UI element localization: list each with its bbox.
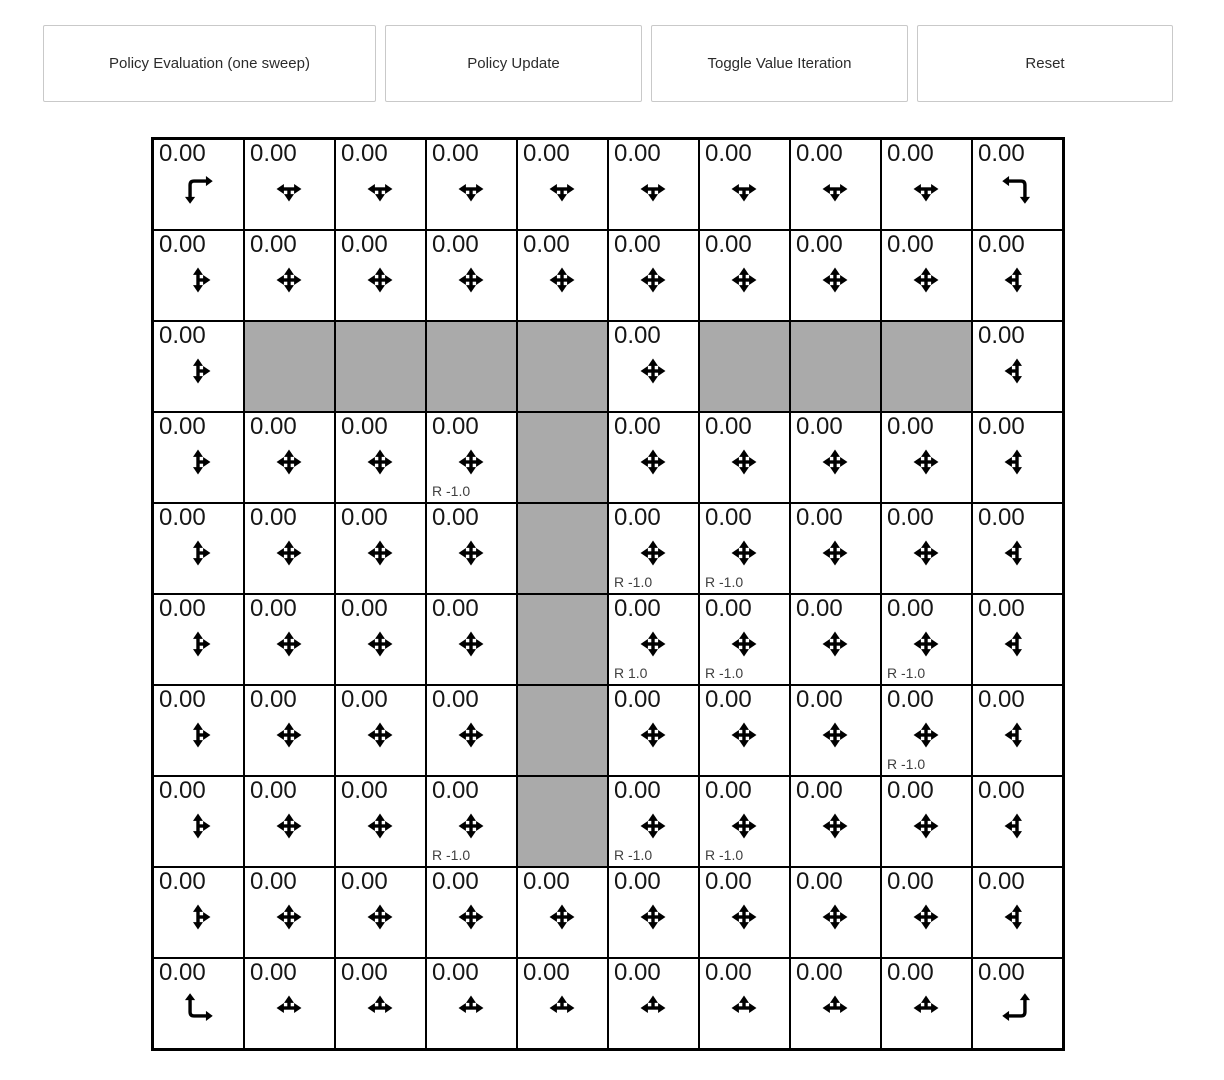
cell-value: 0.00	[705, 959, 752, 986]
cell-value: 0.00	[614, 777, 661, 804]
grid-cell-7-8	[881, 776, 972, 867]
grid-cell-9-1	[244, 958, 335, 1049]
policy-arrow-icon-udr	[181, 536, 215, 570]
reward-label: R -1.0	[614, 847, 653, 863]
policy-arrow-icon-udlr	[818, 718, 852, 752]
policy-arrow-icon-udlr	[636, 445, 670, 479]
grid-cell-7-0	[153, 776, 244, 867]
grid-cell-4-9	[972, 503, 1063, 594]
cell-value: 0.00	[705, 777, 752, 804]
policy-arrow-icon-udlr	[636, 900, 670, 934]
cell-value: 0.00	[978, 959, 1025, 986]
policy-arrow-icon-udlr	[818, 809, 852, 843]
grid-cell-6-1	[244, 685, 335, 776]
grid-cell-5-7	[790, 594, 881, 685]
policy-arrow-icon-udlr	[363, 263, 397, 297]
grid-cell-7-3	[426, 776, 517, 867]
cell-value: 0.00	[796, 777, 843, 804]
grid-cell-6-5	[608, 685, 699, 776]
reward-label: R -1.0	[432, 483, 471, 499]
cell-value: 0.00	[250, 231, 297, 258]
reward-label: R -1.0	[705, 665, 744, 681]
policy-arrow-icon-udlr	[272, 445, 306, 479]
reward-label: R -1.0	[887, 665, 926, 681]
grid-cell-9-0	[153, 958, 244, 1049]
grid-cell-3-0	[153, 412, 244, 503]
policy-arrow-icon-udr	[181, 263, 215, 297]
policy-arrow-icon-udl	[1000, 445, 1034, 479]
cell-value: 0.00	[432, 595, 479, 622]
policy-arrow-icon-ulr	[636, 991, 670, 1025]
grid-cell-7-2	[335, 776, 426, 867]
cell-value: 0.00	[614, 595, 661, 622]
grid-cell-1-4	[517, 230, 608, 321]
grid-cell-0-5	[608, 139, 699, 230]
cell-value: 0.00	[614, 686, 661, 713]
policy-arrow-icon-udlr	[727, 627, 761, 661]
cell-value: 0.00	[523, 140, 570, 167]
grid-cell-5-5	[608, 594, 699, 685]
wall-cell-6-4	[517, 685, 608, 776]
cell-value: 0.00	[978, 504, 1025, 531]
policy-arrow-icon-udlr	[363, 900, 397, 934]
cell-value: 0.00	[978, 777, 1025, 804]
policy-arrow-icon-udlr	[363, 536, 397, 570]
grid-cell-4-7	[790, 503, 881, 594]
grid-cell-4-1	[244, 503, 335, 594]
policy-arrow-icon-udr	[181, 900, 215, 934]
cell-value: 0.00	[796, 140, 843, 167]
cell-value: 0.00	[250, 686, 297, 713]
grid-cell-8-7	[790, 867, 881, 958]
cell-value: 0.00	[978, 231, 1025, 258]
cell-value: 0.00	[159, 777, 206, 804]
grid-cell-1-6	[699, 230, 790, 321]
cell-value: 0.00	[887, 868, 934, 895]
cell-value: 0.00	[887, 686, 934, 713]
policy-arrow-icon-udlr	[545, 900, 579, 934]
cell-value: 0.00	[159, 868, 206, 895]
grid-cell-8-6	[699, 867, 790, 958]
cell-value: 0.00	[159, 686, 206, 713]
cell-value: 0.00	[978, 686, 1025, 713]
policy-arrow-icon-udlr	[454, 809, 488, 843]
cell-value: 0.00	[887, 777, 934, 804]
grid-cell-1-2	[335, 230, 426, 321]
grid-cell-2-9	[972, 321, 1063, 412]
policy-arrow-icon-dl	[1000, 172, 1034, 206]
wall-cell-5-4	[517, 594, 608, 685]
grid-cell-1-1	[244, 230, 335, 321]
cell-value: 0.00	[887, 231, 934, 258]
cell-value: 0.00	[250, 504, 297, 531]
grid-cell-5-8	[881, 594, 972, 685]
grid-cell-3-5	[608, 412, 699, 503]
reward-label: R -1.0	[432, 847, 471, 863]
cell-value: 0.00	[341, 413, 388, 440]
cell-value: 0.00	[250, 959, 297, 986]
grid-cell-5-6	[699, 594, 790, 685]
policy-arrow-icon-dlr	[727, 172, 761, 206]
wall-cell-3-4	[517, 412, 608, 503]
cell-value: 0.00	[796, 231, 843, 258]
policy-arrow-icon-udl	[1000, 809, 1034, 843]
policy-arrow-icon-udlr	[454, 900, 488, 934]
cell-value: 0.00	[159, 140, 206, 167]
policy-evaluation-button[interactable]: Policy Evaluation (one sweep)	[43, 25, 376, 102]
policy-arrow-icon-udlr	[818, 536, 852, 570]
grid-cell-8-8	[881, 867, 972, 958]
reward-label: R -1.0	[887, 756, 926, 772]
cell-value: 0.00	[705, 686, 752, 713]
reward-label: R -1.0	[705, 574, 744, 590]
cell-value: 0.00	[159, 413, 206, 440]
reward-label: R -1.0	[705, 847, 744, 863]
policy-arrow-icon-ulr	[363, 991, 397, 1025]
grid-cell-8-1	[244, 867, 335, 958]
cell-value: 0.00	[432, 959, 479, 986]
grid-cell-5-2	[335, 594, 426, 685]
grid-cell-6-3	[426, 685, 517, 776]
cell-value: 0.00	[432, 231, 479, 258]
wall-cell-7-4	[517, 776, 608, 867]
cell-value: 0.00	[796, 959, 843, 986]
policy-arrow-icon-udr	[181, 809, 215, 843]
policy-arrow-icon-udlr	[636, 536, 670, 570]
grid-cell-1-9	[972, 230, 1063, 321]
cell-value: 0.00	[341, 686, 388, 713]
grid-cell-0-4	[517, 139, 608, 230]
policy-arrow-icon-udlr	[636, 263, 670, 297]
cell-value: 0.00	[887, 504, 934, 531]
policy-update-button[interactable]: Policy Update	[385, 25, 642, 102]
policy-arrow-icon-udlr	[818, 445, 852, 479]
policy-arrow-icon-ur	[181, 991, 215, 1025]
policy-arrow-icon-udlr	[818, 263, 852, 297]
cell-value: 0.00	[705, 504, 752, 531]
policy-arrow-icon-udlr	[454, 627, 488, 661]
policy-arrow-icon-udlr	[636, 809, 670, 843]
policy-arrow-icon-udlr	[727, 809, 761, 843]
grid-cell-0-9	[972, 139, 1063, 230]
grid-cell-3-2	[335, 412, 426, 503]
grid-cell-9-9	[972, 958, 1063, 1049]
cell-value: 0.00	[341, 959, 388, 986]
grid-cell-7-6	[699, 776, 790, 867]
cell-value: 0.00	[887, 595, 934, 622]
grid-cell-6-6	[699, 685, 790, 776]
policy-arrow-icon-dlr	[363, 172, 397, 206]
policy-arrow-icon-udl	[1000, 627, 1034, 661]
grid-cell-1-3	[426, 230, 517, 321]
grid-cell-0-3	[426, 139, 517, 230]
cell-value: 0.00	[250, 868, 297, 895]
policy-arrow-icon-udlr	[727, 445, 761, 479]
cell-value: 0.00	[159, 959, 206, 986]
cell-value: 0.00	[705, 231, 752, 258]
wall-cell-2-4	[517, 321, 608, 412]
cell-value: 0.00	[614, 322, 661, 349]
grid-cell-9-5	[608, 958, 699, 1049]
cell-value: 0.00	[432, 504, 479, 531]
policy-arrow-icon-udlr	[363, 445, 397, 479]
grid-cell-4-3	[426, 503, 517, 594]
grid-cell-8-5	[608, 867, 699, 958]
cell-value: 0.00	[705, 140, 752, 167]
policy-arrow-icon-dlr	[272, 172, 306, 206]
cell-value: 0.00	[796, 686, 843, 713]
cell-value: 0.00	[432, 868, 479, 895]
cell-value: 0.00	[705, 868, 752, 895]
grid-cell-6-0	[153, 685, 244, 776]
policy-arrow-icon-udlr	[909, 900, 943, 934]
cell-value: 0.00	[978, 595, 1025, 622]
policy-arrow-icon-udlr	[272, 263, 306, 297]
cell-value: 0.00	[159, 322, 206, 349]
policy-arrow-icon-udr	[181, 354, 215, 388]
grid-cell-6-8	[881, 685, 972, 776]
policy-arrow-icon-udlr	[454, 536, 488, 570]
policy-arrow-icon-udlr	[272, 809, 306, 843]
cell-value: 0.00	[614, 504, 661, 531]
grid-cell-8-9	[972, 867, 1063, 958]
cell-value: 0.00	[341, 140, 388, 167]
policy-arrow-icon-udlr	[363, 627, 397, 661]
policy-arrow-icon-udlr	[272, 718, 306, 752]
policy-arrow-icon-udr	[181, 627, 215, 661]
policy-arrow-icon-udlr	[636, 354, 670, 388]
policy-arrow-icon-udlr	[909, 445, 943, 479]
grid-cell-5-1	[244, 594, 335, 685]
policy-arrow-icon-ulr	[909, 991, 943, 1025]
grid-cell-1-5	[608, 230, 699, 321]
cell-value: 0.00	[432, 777, 479, 804]
grid-cell-3-6	[699, 412, 790, 503]
grid-cell-6-7	[790, 685, 881, 776]
grid-cell-0-7	[790, 139, 881, 230]
policy-arrow-icon-udlr	[909, 263, 943, 297]
cell-value: 0.00	[796, 595, 843, 622]
grid-cell-3-7	[790, 412, 881, 503]
cell-value: 0.00	[978, 868, 1025, 895]
policy-arrow-icon-udlr	[363, 718, 397, 752]
grid-cell-3-3	[426, 412, 517, 503]
cell-value: 0.00	[614, 140, 661, 167]
policy-arrow-icon-ul	[1000, 991, 1034, 1025]
cell-value: 0.00	[614, 413, 661, 440]
grid-cell-9-8	[881, 958, 972, 1049]
cell-value: 0.00	[523, 231, 570, 258]
grid-cell-8-0	[153, 867, 244, 958]
cell-value: 0.00	[978, 413, 1025, 440]
wall-cell-2-8	[881, 321, 972, 412]
policy-arrow-icon-udlr	[727, 718, 761, 752]
cell-value: 0.00	[341, 868, 388, 895]
policy-arrow-icon-udl	[1000, 536, 1034, 570]
cell-value: 0.00	[614, 231, 661, 258]
policy-arrow-icon-udlr	[545, 263, 579, 297]
grid-cell-7-9	[972, 776, 1063, 867]
cell-value: 0.00	[887, 959, 934, 986]
grid-cell-4-8	[881, 503, 972, 594]
policy-arrow-icon-udl	[1000, 354, 1034, 388]
cell-value: 0.00	[887, 413, 934, 440]
cell-value: 0.00	[796, 868, 843, 895]
grid-cell-3-8	[881, 412, 972, 503]
policy-arrow-icon-udlr	[818, 900, 852, 934]
policy-arrow-icon-udlr	[909, 809, 943, 843]
grid-cell-1-0	[153, 230, 244, 321]
policy-arrow-icon-dr	[181, 172, 215, 206]
policy-arrow-icon-dlr	[909, 172, 943, 206]
grid-cell-9-4	[517, 958, 608, 1049]
cell-value: 0.00	[432, 140, 479, 167]
policy-arrow-icon-udlr	[272, 900, 306, 934]
grid-cell-4-2	[335, 503, 426, 594]
policy-arrow-icon-udlr	[272, 536, 306, 570]
policy-arrow-icon-ulr	[454, 991, 488, 1025]
policy-arrow-icon-udr	[181, 718, 215, 752]
grid-cell-6-2	[335, 685, 426, 776]
cell-value: 0.00	[341, 504, 388, 531]
reward-label: R 1.0	[614, 665, 648, 681]
policy-arrow-icon-udlr	[727, 263, 761, 297]
cell-value: 0.00	[978, 140, 1025, 167]
wall-cell-2-6	[699, 321, 790, 412]
cell-value: 0.00	[614, 959, 661, 986]
grid-cell-9-6	[699, 958, 790, 1049]
cell-value: 0.00	[705, 413, 752, 440]
cell-value: 0.00	[341, 595, 388, 622]
policy-arrow-icon-dlr	[818, 172, 852, 206]
grid-cell-8-4	[517, 867, 608, 958]
gridworld-grid	[151, 137, 1065, 1051]
policy-arrow-icon-udl	[1000, 718, 1034, 752]
policy-arrow-icon-udlr	[454, 263, 488, 297]
grid-cell-7-7	[790, 776, 881, 867]
policy-arrow-icon-ulr	[727, 991, 761, 1025]
cell-value: 0.00	[159, 595, 206, 622]
cell-value: 0.00	[796, 504, 843, 531]
grid-cell-9-7	[790, 958, 881, 1049]
wall-cell-2-7	[790, 321, 881, 412]
grid-cell-9-2	[335, 958, 426, 1049]
policy-arrow-icon-udlr	[818, 627, 852, 661]
cell-value: 0.00	[250, 595, 297, 622]
wall-cell-4-4	[517, 503, 608, 594]
policy-arrow-icon-ulr	[545, 991, 579, 1025]
cell-value: 0.00	[159, 504, 206, 531]
cell-value: 0.00	[614, 868, 661, 895]
cell-value: 0.00	[887, 140, 934, 167]
grid-cell-7-5	[608, 776, 699, 867]
cell-value: 0.00	[341, 231, 388, 258]
policy-arrow-icon-udlr	[363, 809, 397, 843]
policy-arrow-icon-udlr	[909, 627, 943, 661]
policy-arrow-icon-udl	[1000, 900, 1034, 934]
cell-value: 0.00	[159, 231, 206, 258]
policy-arrow-icon-dlr	[545, 172, 579, 206]
cell-value: 0.00	[432, 413, 479, 440]
grid-cell-1-8	[881, 230, 972, 321]
grid-cell-5-3	[426, 594, 517, 685]
grid-cell-0-6	[699, 139, 790, 230]
toolbar	[43, 25, 1173, 102]
wall-cell-2-1	[244, 321, 335, 412]
cell-value: 0.00	[978, 322, 1025, 349]
policy-arrow-icon-udlr	[727, 900, 761, 934]
policy-arrow-icon-udlr	[909, 718, 943, 752]
policy-arrow-icon-udlr	[636, 627, 670, 661]
grid-cell-0-8	[881, 139, 972, 230]
cell-value: 0.00	[523, 868, 570, 895]
reward-label: R -1.0	[614, 574, 653, 590]
grid-cell-5-9	[972, 594, 1063, 685]
grid-cell-0-0	[153, 139, 244, 230]
cell-value: 0.00	[341, 777, 388, 804]
grid-cell-5-0	[153, 594, 244, 685]
policy-arrow-icon-udlr	[454, 445, 488, 479]
cell-value: 0.00	[523, 959, 570, 986]
policy-arrow-icon-udlr	[727, 536, 761, 570]
cell-value: 0.00	[705, 595, 752, 622]
grid-cell-8-3	[426, 867, 517, 958]
policy-arrow-icon-udr	[181, 445, 215, 479]
grid-cell-4-5	[608, 503, 699, 594]
policy-arrow-icon-udlr	[454, 718, 488, 752]
grid-cell-2-5	[608, 321, 699, 412]
grid-cell-3-9	[972, 412, 1063, 503]
cell-value: 0.00	[250, 140, 297, 167]
policy-arrow-icon-dlr	[454, 172, 488, 206]
cell-value: 0.00	[432, 686, 479, 713]
grid-cell-2-0	[153, 321, 244, 412]
grid-cell-3-1	[244, 412, 335, 503]
policy-arrow-icon-dlr	[636, 172, 670, 206]
policy-arrow-icon-ulr	[818, 991, 852, 1025]
grid-cell-6-9	[972, 685, 1063, 776]
cell-value: 0.00	[250, 413, 297, 440]
grid-cell-8-2	[335, 867, 426, 958]
reset-button[interactable]: Reset	[917, 25, 1173, 102]
policy-arrow-icon-ulr	[272, 991, 306, 1025]
grid-cell-1-7	[790, 230, 881, 321]
grid-cell-0-2	[335, 139, 426, 230]
policy-arrow-icon-udlr	[909, 536, 943, 570]
grid-cell-0-1	[244, 139, 335, 230]
cell-value: 0.00	[250, 777, 297, 804]
toggle-value-iteration-button[interactable]: Toggle Value Iteration	[651, 25, 908, 102]
grid-cell-7-1	[244, 776, 335, 867]
grid-cell-9-3	[426, 958, 517, 1049]
grid-cell-4-0	[153, 503, 244, 594]
wall-cell-2-2	[335, 321, 426, 412]
policy-arrow-icon-udlr	[636, 718, 670, 752]
cell-value: 0.00	[796, 413, 843, 440]
policy-arrow-icon-udl	[1000, 263, 1034, 297]
wall-cell-2-3	[426, 321, 517, 412]
grid-cell-4-6	[699, 503, 790, 594]
policy-arrow-icon-udlr	[272, 627, 306, 661]
